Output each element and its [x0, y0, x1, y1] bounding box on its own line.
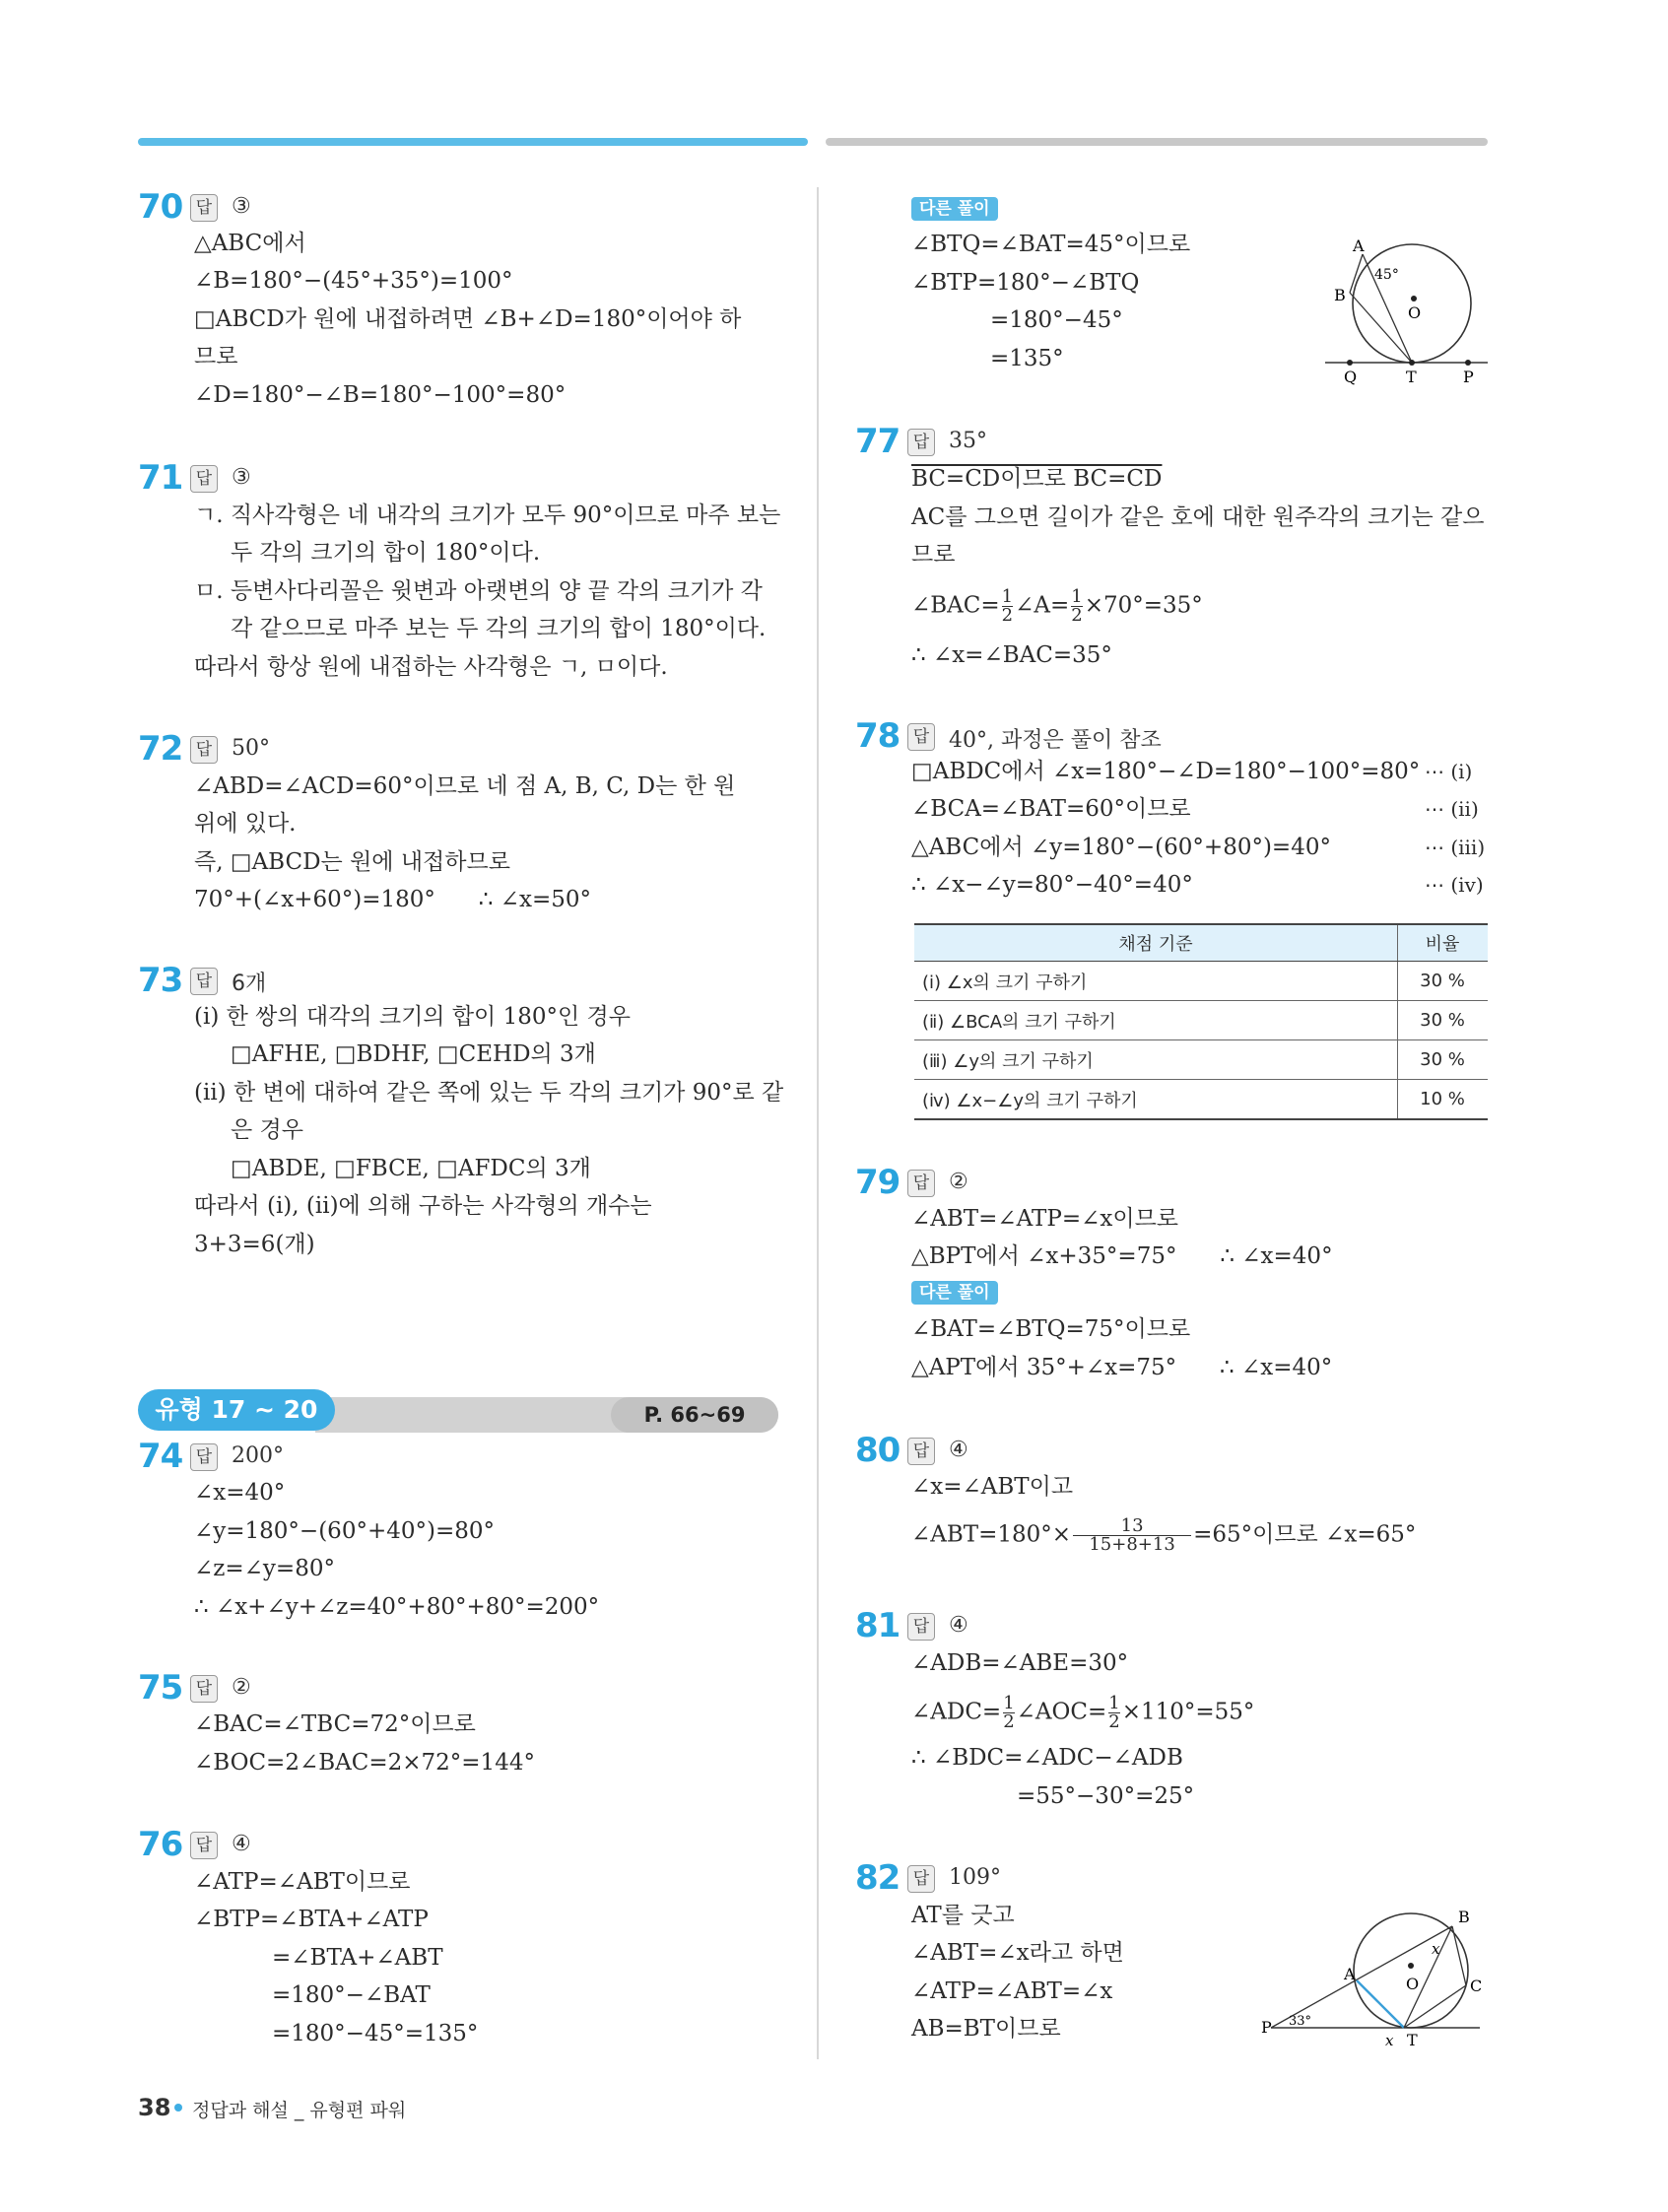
- answer-tag: 답: [907, 1613, 935, 1641]
- solution-line: ∠ABD=∠ACD=60°이므로 네 점 A, B, C, D는 한 원: [194, 773, 736, 799]
- table-cell: (ⅳ) ∠x−∠y의 크기 구하기: [914, 1080, 1398, 1120]
- table-row: [914, 1001, 1488, 1040]
- answer-tag: 답: [907, 1438, 935, 1465]
- solution-line: □ABDC에서 ∠x=180°−∠D=180°−100°=80°: [911, 759, 1421, 784]
- table-row: [914, 1040, 1488, 1080]
- fraction-equation: ∠ADC= $\frac{1}{2}$ ∠AOC= $\frac{1}{2}$ ×110°=55°: [911, 1693, 1255, 1732]
- solution-line: =55°−30°=25°: [1017, 1783, 1195, 1809]
- table-cell: (ⅲ) ∠y의 크기 구하기: [914, 1040, 1398, 1080]
- problem-number: 74: [138, 1437, 183, 1476]
- solution-line: △ABC에서: [194, 231, 306, 256]
- fraction-equation: ∠ABT=180°× $\frac{13}{15+8+13}$ =65°이므로 ∠x=65°: [911, 1515, 1417, 1555]
- fig-label: x: [1432, 1940, 1440, 1958]
- solution-line: ∠BTP=180°−∠BTQ: [911, 270, 1140, 296]
- step-mark: ⋯ (ⅰ): [1425, 760, 1473, 783]
- table-row: [914, 962, 1488, 1001]
- solution-line: ∴ ∠x=∠BAC=35°: [911, 642, 1112, 668]
- answer-value: ③: [232, 194, 251, 219]
- answer-tag: 답: [190, 1675, 218, 1703]
- solution-line: 두 각의 크기의 합이 180°이다.: [231, 540, 541, 566]
- table-cell: (ⅰ) ∠x의 크기 구하기: [914, 962, 1398, 1001]
- solution-line: AB=BT이므로: [911, 2016, 1061, 2042]
- step-mark: ⋯ (ⅱ): [1425, 797, 1479, 821]
- fig-label: T: [1406, 368, 1417, 386]
- solution-line: □ABCD가 원에 내접하려면 ∠B+∠D=180°이어야 하: [194, 306, 742, 332]
- solution-line: ∠x=∠ABT이고: [911, 1474, 1074, 1500]
- solution-line: ∠BAT=∠BTQ=75°이므로: [911, 1316, 1191, 1342]
- table-header: 비율: [1398, 924, 1489, 962]
- table-cell: 30 %: [1398, 962, 1489, 1001]
- solution-line: ∠BTQ=∠BAT=45°이므로: [911, 232, 1191, 257]
- answer-value: ④: [949, 1613, 968, 1638]
- answer-value: 109°: [949, 1865, 1001, 1890]
- problem-number: 77: [855, 422, 901, 461]
- answer-value: ④: [232, 1832, 251, 1856]
- solution-line: ∠x=40°: [194, 1480, 286, 1506]
- page-number: 38: [138, 2094, 171, 2121]
- answer-tag: 답: [190, 1443, 218, 1471]
- solution-line: 70°+(∠x+60°)=180° ∴ ∠x=50°: [194, 887, 592, 912]
- fig-label: x: [1385, 2032, 1394, 2049]
- problem-number: 72: [138, 729, 183, 769]
- fig-label: Q: [1344, 368, 1358, 386]
- problem-number: 70: [138, 187, 183, 227]
- solution-line: ∴ ∠x+∠y+∠z=40°+80°+80°=200°: [194, 1594, 600, 1620]
- secant-circle-figure: [1261, 1907, 1488, 2049]
- alt-solution-badge: 다른 풀이: [911, 1281, 998, 1305]
- answer-value: ②: [949, 1170, 968, 1194]
- answer-tag: 답: [907, 723, 935, 751]
- table-cell: (ⅱ) ∠BCA의 크기 구하기: [914, 1001, 1398, 1040]
- solution-line: ∠BOC=2∠BAC=2×72°=144°: [194, 1750, 535, 1776]
- table-header-row: [914, 924, 1488, 962]
- solution-line: □ABDE, □FBCE, □AFDC의 3개: [231, 1156, 591, 1181]
- fig-label: B: [1458, 1908, 1470, 1926]
- solution-line: 각 같으므로 마주 보는 두 각의 크기의 합이 180°이다.: [231, 616, 767, 641]
- solution-line: =∠BTA+∠ABT: [272, 1945, 443, 1971]
- solution-line: 므로: [194, 344, 238, 369]
- solution-line: ㅁ. 등변사다리꼴은 윗변과 아랫변의 양 끝 각의 크기가 각: [194, 578, 763, 604]
- fig-label: P: [1261, 2018, 1272, 2037]
- problem-number: 80: [855, 1431, 901, 1470]
- solution-line: ∠D=180°−∠B=180°−100°=80°: [194, 382, 567, 408]
- solution-line: 은 경우: [231, 1117, 303, 1143]
- solution-line: ∠ATP=∠ABT이므로: [194, 1869, 411, 1895]
- problem-number: 82: [855, 1858, 901, 1898]
- table-row: [914, 1080, 1488, 1120]
- solution-line: △BPT에서 ∠x+35°=75° ∴ ∠x=40°: [911, 1243, 1333, 1269]
- fraction-equation: ∠BAC= $\frac{1}{2}$ ∠A= $\frac{1}{2}$ ×70°=35°: [911, 586, 1203, 626]
- answer-tag: 답: [907, 1865, 935, 1893]
- top-gray-bar: [826, 138, 1488, 146]
- solution-line: △ABC에서 ∠y=180°−(60°+80°)=40°: [911, 835, 1331, 860]
- problem-number: 79: [855, 1163, 901, 1202]
- fig-label: C: [1470, 1977, 1483, 1995]
- answer-tag: 답: [190, 968, 218, 995]
- answer-value: 40°, 과정은 풀이 참조: [949, 728, 1162, 753]
- answer-value: ③: [232, 465, 251, 490]
- fig-label: 33°: [1289, 2014, 1312, 2029]
- solution-line: 따라서 (ⅰ), (ⅱ)에 의해 구하는 사각형의 개수는: [194, 1193, 652, 1219]
- top-accent-bar: [138, 138, 808, 146]
- solution-line: ∠ATP=∠ABT=∠x: [911, 1978, 1113, 2004]
- problem-number: 71: [138, 458, 183, 498]
- table-cell: 30 %: [1398, 1040, 1489, 1080]
- solution-line: AC를 그으면 길이가 같은 호에 대한 원주각의 크기는 같으: [911, 504, 1485, 530]
- solution-line: ∴ ∠BDC=∠ADC−∠ADB: [911, 1745, 1183, 1771]
- step-mark: ⋯ (ⅲ): [1425, 836, 1486, 859]
- solution-line: 3+3=6(개): [194, 1232, 315, 1257]
- table-header: 채점 기준: [914, 924, 1398, 962]
- alt-solution-badge: 다른 풀이: [911, 197, 998, 221]
- grading-table: [914, 923, 1488, 1120]
- answer-value: ④: [949, 1438, 968, 1462]
- problem-number: 76: [138, 1825, 183, 1864]
- solution-line: ∠ABT=∠ATP=∠x이므로: [911, 1206, 1179, 1232]
- fig-label: T: [1407, 2031, 1418, 2049]
- fig-label: P: [1463, 368, 1474, 386]
- answer-tag: 답: [190, 465, 218, 493]
- tangent-circle-figure: [1320, 232, 1493, 389]
- solution-line: △APT에서 35°+∠x=75° ∴ ∠x=40°: [911, 1355, 1333, 1380]
- solution-line: 므로: [911, 542, 956, 568]
- solution-line: ∠BTP=∠BTA+∠ATP: [194, 1907, 429, 1932]
- solution-line: ∠BCA=∠BAT=60°이므로: [911, 796, 1191, 822]
- solution-line: ∴ ∠x−∠y=80°−40°=40°: [911, 872, 1193, 898]
- answer-value: 200°: [232, 1443, 284, 1468]
- solution-line: BC=CD이므로 BC=CD: [911, 466, 1163, 492]
- solution-line: 위에 있다.: [194, 811, 297, 837]
- solution-line: =180°−45°: [990, 307, 1123, 333]
- footer-bullet: [174, 2104, 182, 2111]
- problem-number: 73: [138, 961, 183, 1000]
- problem-number: 78: [855, 716, 901, 756]
- solution-line: ∠y=180°−(60°+40°)=80°: [194, 1518, 495, 1544]
- answer-tag: 답: [907, 1170, 935, 1197]
- solution-line: 즉, □ABCD는 원에 내접하므로: [194, 849, 510, 875]
- solution-line: ∠B=180°−(45°+35°)=100°: [194, 268, 513, 294]
- solution-line: ∠z=∠y=80°: [194, 1556, 335, 1581]
- solution-line: (ⅱ) 한 변에 대하여 같은 쪽에 있는 두 각의 크기가 90°로 같: [194, 1080, 784, 1106]
- answer-value: 50°: [232, 736, 270, 761]
- answer-tag: 답: [907, 429, 935, 456]
- answer-tag: 답: [190, 736, 218, 764]
- solution-line: 따라서 항상 원에 내접하는 사각형은 ㄱ, ㅁ이다.: [194, 654, 668, 680]
- answer-tag: 답: [190, 194, 218, 222]
- step-mark: ⋯ (ⅳ): [1425, 873, 1484, 897]
- answer-value: 35°: [949, 429, 987, 453]
- section-pages: P. 66~69: [611, 1397, 778, 1433]
- solution-line: ∠ADB=∠ABE=30°: [911, 1650, 1129, 1676]
- problem-number: 75: [138, 1668, 183, 1708]
- table-cell: 10 %: [1398, 1080, 1489, 1120]
- solution-line: ∠BAC=∠TBC=72°이므로: [194, 1711, 476, 1737]
- footer-title: 정답과 해설 _ 유형편 파워: [192, 2100, 407, 2121]
- answer-tag: 답: [190, 1832, 218, 1859]
- solution-line: =135°: [990, 346, 1064, 371]
- fig-label: 45°: [1374, 267, 1399, 283]
- section-title: 유형 17 ~ 20: [138, 1389, 335, 1431]
- table-cell: 30 %: [1398, 1001, 1489, 1040]
- solution-line: =180°−∠BAT: [272, 1982, 431, 2008]
- answer-value: ②: [232, 1675, 251, 1700]
- fig-label: B: [1334, 286, 1346, 304]
- solution-line: (ⅰ) 한 쌍의 대각의 크기의 합이 180°인 경우: [194, 1004, 631, 1030]
- column-divider: [817, 187, 819, 2059]
- problem-number: 81: [855, 1606, 901, 1645]
- fig-label: O: [1406, 1975, 1420, 1993]
- solution-line: ㄱ. 직사각형은 네 내각의 크기가 모두 90°이므로 마주 보는: [194, 503, 781, 528]
- solution-line: ∠ABT=∠x라고 하면: [911, 1940, 1124, 1966]
- fig-label: A: [1344, 1965, 1356, 1983]
- solution-line: □AFHE, □BDHF, □CEHD의 3개: [231, 1041, 596, 1067]
- solution-line: AT를 긋고: [911, 1903, 1015, 1928]
- fig-label: O: [1408, 303, 1422, 322]
- answer-value: 6개: [232, 972, 267, 996]
- fig-label: A: [1353, 236, 1365, 255]
- solution-line: =180°−45°=135°: [272, 2021, 479, 2046]
